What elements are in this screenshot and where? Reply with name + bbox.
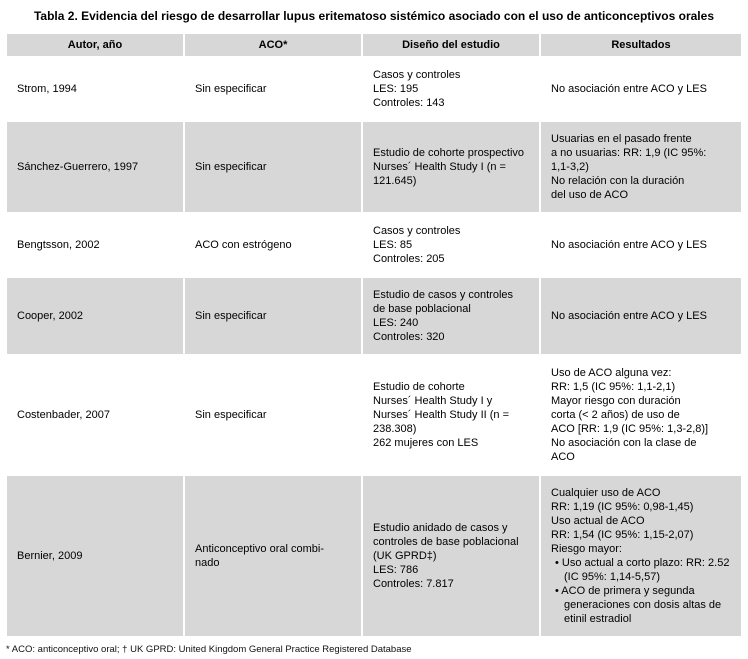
table-cell bbox=[7, 356, 183, 474]
cell-line: Casos y controles bbox=[373, 225, 461, 237]
table-cell bbox=[7, 122, 183, 212]
cell-line: • ACO de primera y segunda generaciones con dosis altas de etinil estradiol bbox=[555, 585, 722, 625]
evidence-table bbox=[5, 32, 743, 638]
cell-line: nado bbox=[195, 557, 220, 569]
table-row bbox=[7, 278, 741, 354]
table-title: Tabla 2. Evidencia del riesgo de desarrollar lupus eritematoso sistémico asociado con el uso de anticonceptivos orales bbox=[33, 9, 714, 23]
table-cell bbox=[363, 278, 539, 354]
cell-line: de base poblacional bbox=[373, 303, 471, 315]
cell-line: controles de base poblacional bbox=[373, 536, 519, 548]
cell-line: 121.645) bbox=[373, 175, 417, 187]
cell-line: Uso actual de ACO bbox=[551, 515, 645, 527]
cell-line: Usuarias en el pasado frente bbox=[551, 133, 692, 145]
cell-line: (UK GPRD‡) bbox=[373, 550, 437, 562]
table-row bbox=[7, 58, 741, 120]
cell-line: LES: 85 bbox=[373, 239, 413, 251]
cell-line: Sin especificar bbox=[195, 161, 267, 173]
cell-line: No asociación entre ACO y LES bbox=[551, 310, 707, 322]
cell-line: Uso de ACO alguna vez: bbox=[551, 367, 672, 379]
table-cell bbox=[185, 278, 361, 354]
cell-line: Nurses´ Health Study II (n = bbox=[373, 409, 510, 421]
cell-line: ACO [RR: 1,9 (IC 95%: 1,3-2,8)] bbox=[551, 423, 709, 435]
table-cell bbox=[541, 122, 741, 212]
cell-line: Nurses´ Health Study I (n = bbox=[373, 161, 506, 173]
header-row bbox=[7, 34, 741, 56]
cell-line: No asociación entre ACO y LES bbox=[551, 239, 707, 251]
table-cell bbox=[363, 476, 539, 636]
table-row bbox=[7, 476, 741, 636]
cell-line: No asociación con la clase de bbox=[551, 437, 697, 449]
table-cell bbox=[7, 58, 183, 120]
cell-line: Controles: 143 bbox=[373, 97, 445, 109]
table-cell bbox=[185, 58, 361, 120]
cell-line: Estudio de cohorte prospectivo bbox=[373, 147, 525, 159]
cell-line: LES: 195 bbox=[373, 83, 419, 95]
cell-line: Estudio de cohorte bbox=[373, 381, 465, 393]
cell-line: Bengtsson, 2002 bbox=[17, 239, 100, 251]
cell-line: Controles: 7.817 bbox=[373, 578, 454, 590]
table-row bbox=[7, 122, 741, 212]
table-cell bbox=[541, 356, 741, 474]
column-header-autor-ano: Autor, año bbox=[7, 34, 183, 56]
cell-line: Sin especificar bbox=[195, 310, 267, 322]
table-cell bbox=[541, 476, 741, 636]
column-header-diseno-del-estudio: Diseño del estudio bbox=[363, 34, 539, 56]
table-cell bbox=[185, 122, 361, 212]
table-cell bbox=[363, 356, 539, 474]
table-footnote: * ACO: anticonceptivo oral; † UK GPRD: United Kingdom General Practice Registered Database bbox=[6, 644, 412, 655]
cell-line: del uso de ACO bbox=[551, 189, 629, 201]
cell-line: Anticonceptivo oral combi- bbox=[195, 543, 325, 555]
table-cell bbox=[185, 476, 361, 636]
table-row bbox=[7, 214, 741, 276]
cell-line: RR: 1,5 (IC 95%: 1,1-2,1) bbox=[551, 381, 676, 393]
table-cell bbox=[541, 278, 741, 354]
cell-line: Controles: 205 bbox=[373, 253, 445, 265]
table-cell bbox=[363, 58, 539, 120]
cell-line: corta (< 2 años) de uso de bbox=[551, 409, 680, 421]
cell-line: • Uso actual a corto plazo: RR: 2.52 (IC 95%: 1,14-5,57) bbox=[555, 557, 730, 583]
cell-line: RR: 1,54 (IC 95%: 1,15-2,07) bbox=[551, 529, 694, 541]
table-cell bbox=[363, 122, 539, 212]
cell-line: LES: 240 bbox=[373, 317, 419, 329]
table-cell bbox=[7, 278, 183, 354]
cell-line: Cooper, 2002 bbox=[17, 310, 84, 322]
cell-line: Sin especificar bbox=[195, 83, 267, 95]
cell-line: ACO bbox=[551, 451, 575, 463]
table-body bbox=[7, 58, 741, 636]
cell-line: Mayor riesgo con duración bbox=[551, 395, 681, 407]
table-cell bbox=[185, 214, 361, 276]
cell-line: Casos y controles bbox=[373, 69, 461, 81]
cell-line: No relación con la duración bbox=[551, 175, 685, 187]
column-header-aco: ACO* bbox=[185, 34, 361, 56]
cell-line: 238.308) bbox=[373, 423, 417, 435]
cell-line: 262 mujeres con LES bbox=[373, 437, 479, 449]
cell-line: Riesgo mayor: bbox=[551, 543, 622, 555]
cell-line: a no usuarias: RR: 1,9 (IC 95%: bbox=[551, 147, 707, 159]
table-row bbox=[7, 356, 741, 474]
cell-line: Strom, 1994 bbox=[17, 83, 77, 95]
cell-line: Cualquier uso de ACO bbox=[551, 487, 661, 499]
table-cell bbox=[541, 214, 741, 276]
cell-line: Costenbader, 2007 bbox=[17, 409, 110, 421]
cell-line: Sánchez-Guerrero, 1997 bbox=[17, 161, 139, 173]
cell-line: 1,1-3,2) bbox=[551, 161, 589, 173]
table-cell bbox=[541, 58, 741, 120]
cell-line: Bernier, 2009 bbox=[17, 550, 83, 562]
cell-line: Controles: 320 bbox=[373, 331, 445, 343]
cell-line: ACO con estrógeno bbox=[195, 239, 292, 251]
cell-line: Estudio de casos y controles bbox=[373, 289, 514, 301]
table-cell bbox=[7, 476, 183, 636]
cell-line: RR: 1,19 (IC 95%: 0,98-1,45) bbox=[551, 501, 694, 513]
cell-line: No asociación entre ACO y LES bbox=[551, 83, 707, 95]
table-cell bbox=[7, 214, 183, 276]
table-cell bbox=[185, 356, 361, 474]
cell-line: Estudio anidado de casos y bbox=[373, 522, 508, 534]
cell-line: LES: 786 bbox=[373, 564, 419, 576]
column-header-resultados: Resultados bbox=[541, 34, 741, 56]
cell-line: Sin especificar bbox=[195, 409, 267, 421]
cell-line: Nurses´ Health Study I y bbox=[373, 395, 493, 407]
table-cell bbox=[363, 214, 539, 276]
